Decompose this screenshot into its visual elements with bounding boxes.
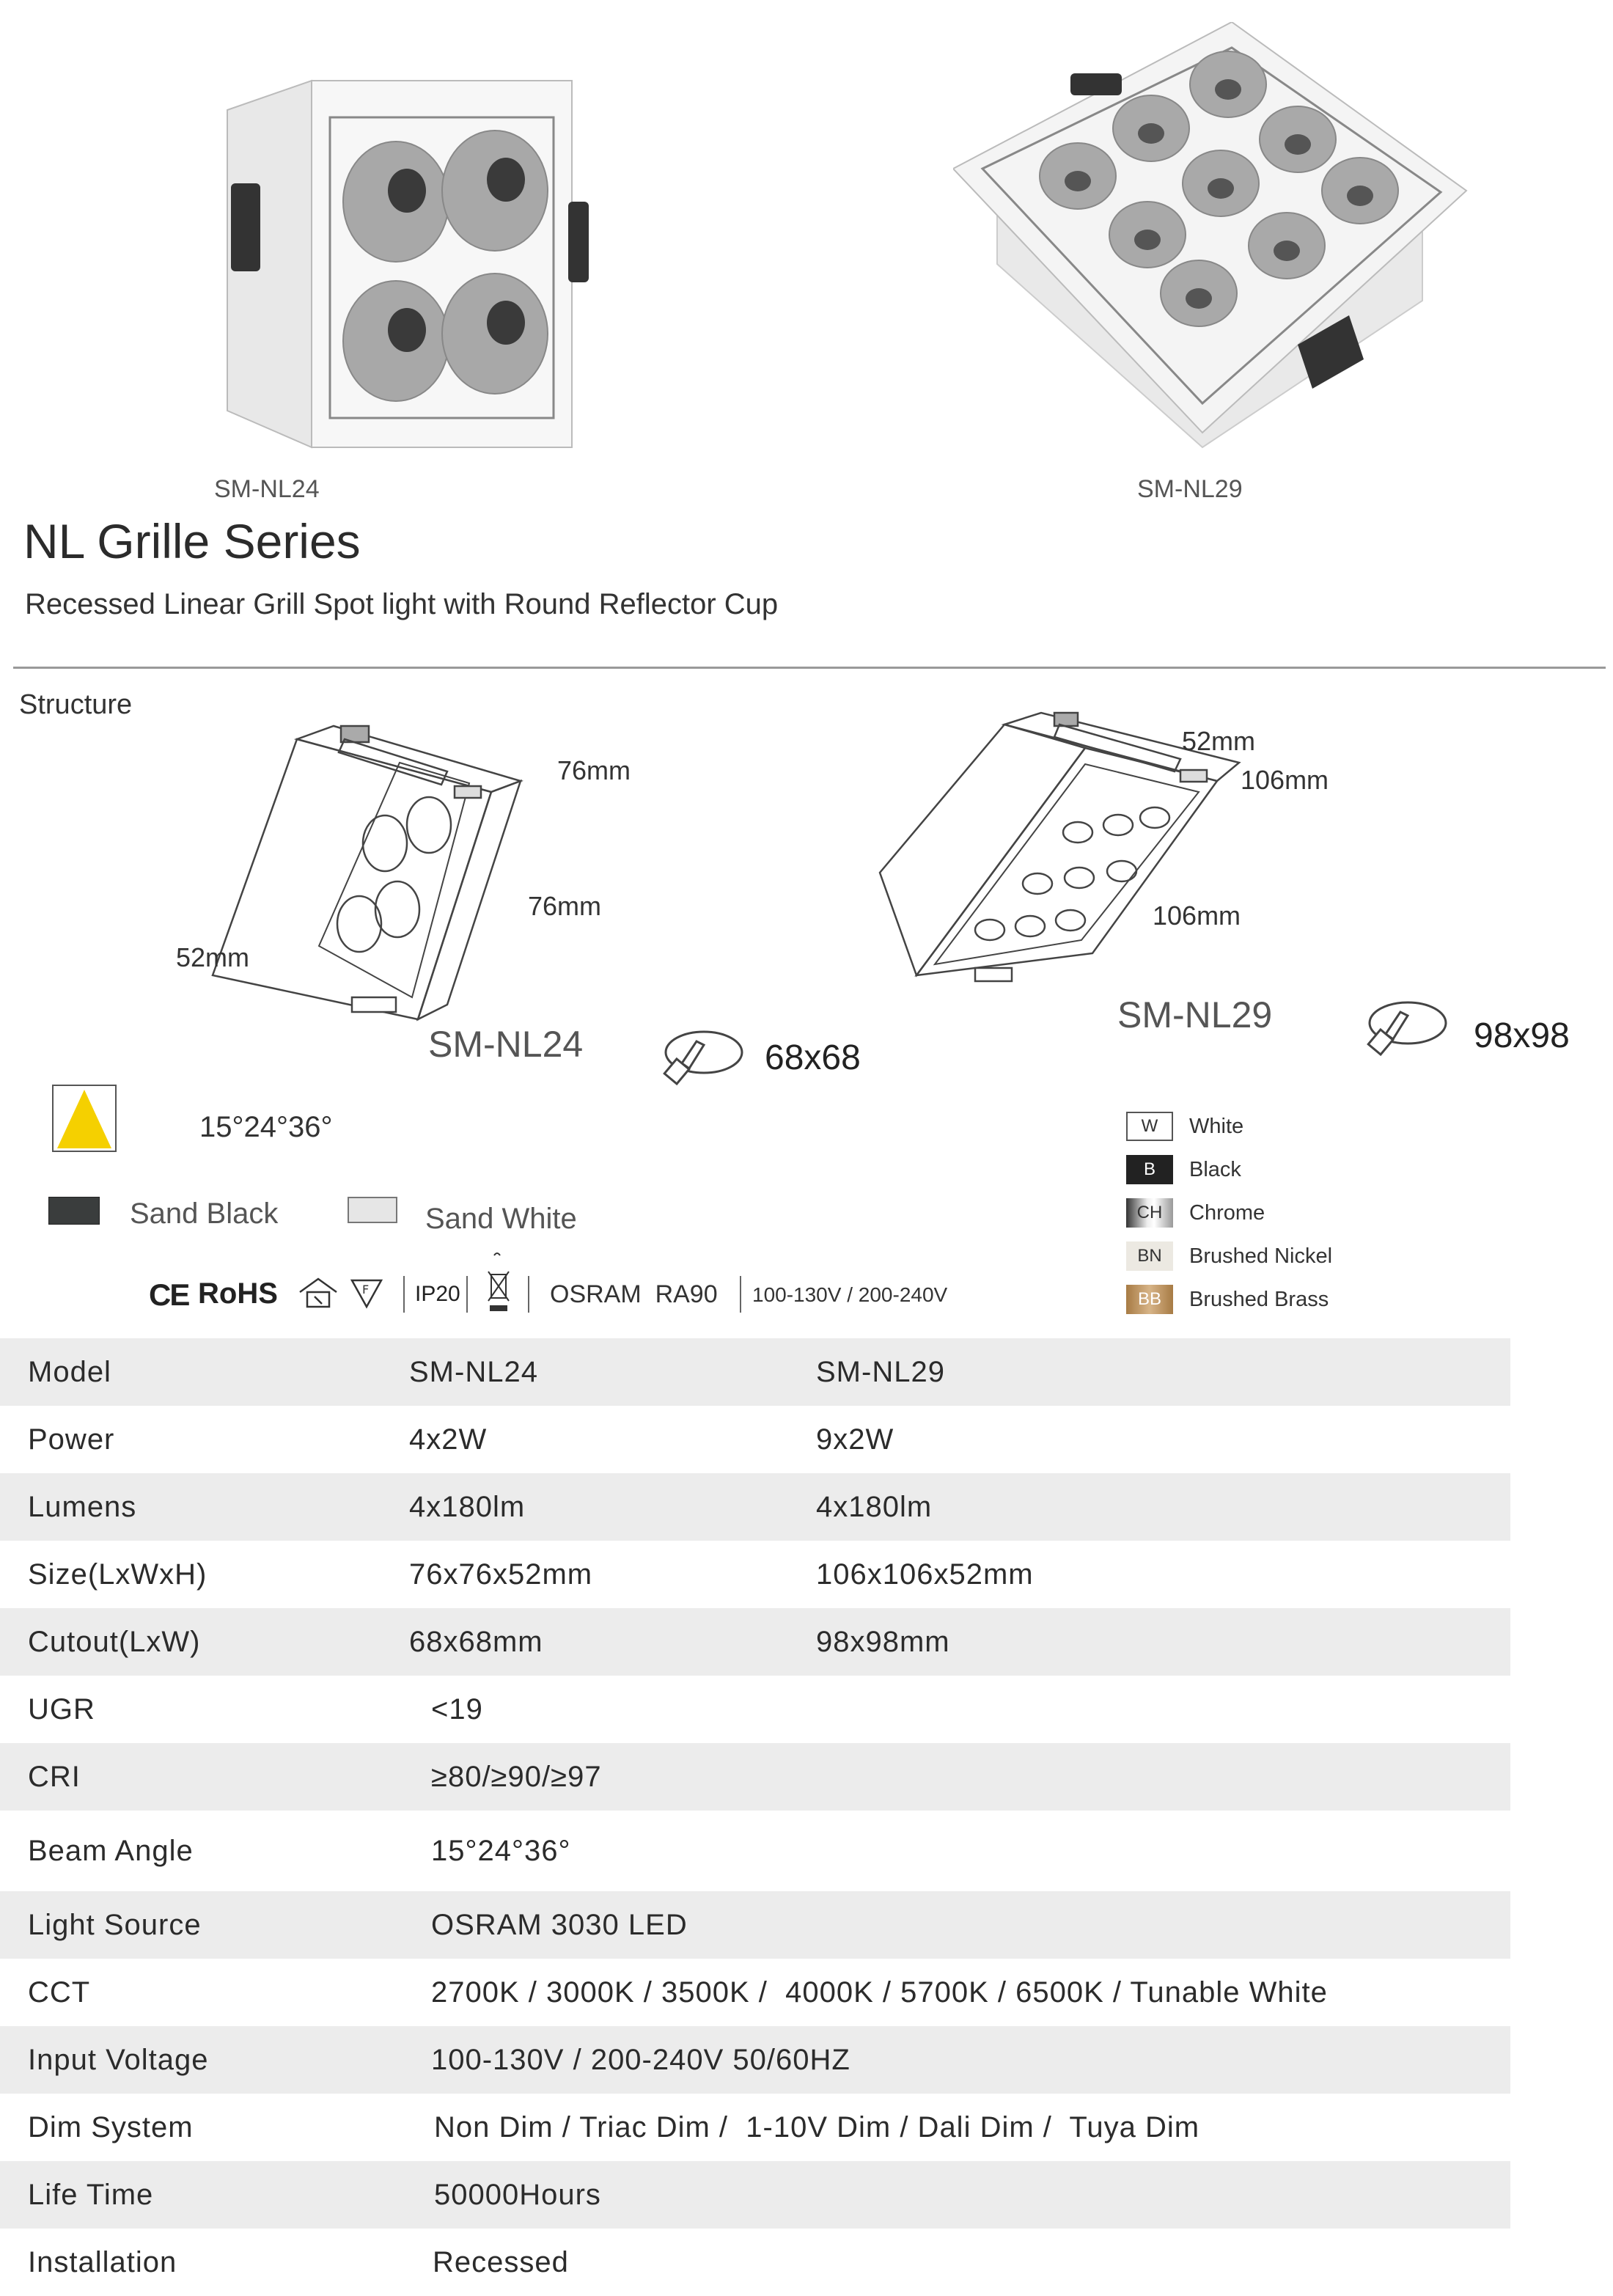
surface-mount-icon <box>297 1276 339 1311</box>
product-caption-nl29: SM-NL29 <box>1137 475 1243 503</box>
spec-label: Life Time <box>0 2161 409 2229</box>
product-photo-nl29 <box>953 22 1481 455</box>
cutout-icon-nl29 <box>1364 994 1452 1060</box>
spec-label: Model <box>0 1338 409 1406</box>
spec-value: 9x2W <box>816 1423 894 1456</box>
spec-value: 106x106x52mm <box>816 1558 1034 1591</box>
spec-label: Size(LxWxH) <box>28 1558 207 1591</box>
page-title: NL Grille Series <box>23 514 361 568</box>
spec-label: Lumens <box>0 1473 409 1541</box>
cert-separator <box>403 1276 405 1313</box>
finish-brushed-brass <box>1126 1283 1329 1316</box>
finish-label: Brushed Nickel <box>1189 1244 1333 1268</box>
spec-value: ≥80/≥90/≥97 <box>409 1743 1510 1811</box>
svg-text:F: F <box>362 1283 370 1296</box>
table-row <box>0 1338 1510 1406</box>
finish-label: Black <box>1189 1157 1241 1181</box>
finish-label: Chrome <box>1189 1200 1265 1225</box>
nl29-dim-side1: 106mm <box>1241 765 1329 795</box>
spec-label: Input Voltage <box>0 2026 409 2094</box>
table-row <box>0 2094 1510 2161</box>
product-caption-nl24: SM-NL24 <box>214 475 320 503</box>
spec-value: 98x98mm <box>816 1608 1510 1676</box>
cutout-icon-nl24 <box>660 1023 748 1089</box>
table-row <box>0 2026 1510 2094</box>
structure-drawing-nl24 <box>205 704 543 1034</box>
spec-value: 4x180lm <box>409 1473 816 1541</box>
table-row <box>0 1473 1510 1541</box>
nl29-structure-model: SM-NL29 <box>1117 994 1273 1035</box>
table-row <box>0 1541 1510 1608</box>
nl24-dim-height: 52mm <box>176 942 250 972</box>
finish-code: W <box>1126 1112 1173 1141</box>
table-row <box>0 1743 1510 1811</box>
spec-label: CRI <box>0 1743 409 1811</box>
spec-value: SM-NL29 <box>816 1338 1510 1406</box>
spec-label: Power <box>28 1423 115 1456</box>
beam-angle-text: 15°24°36° <box>199 1111 333 1143</box>
finish-white <box>1126 1110 1243 1143</box>
spec-value: Non Dim / Triac Dim / 1-10V Dim / Dali Dim / Tuya Dim <box>434 2110 1200 2143</box>
spec-value: 50000Hours <box>409 2161 1510 2229</box>
spec-value: <19 <box>431 1692 483 1725</box>
sand-white-swatch <box>348 1197 397 1223</box>
spec-value: 68x68mm <box>409 1608 816 1676</box>
table-row <box>0 2229 1510 2296</box>
spec-value: Recessed <box>433 2245 569 2278</box>
spec-label: UGR <box>28 1692 95 1725</box>
light-source-cert: OSRAM RA90 <box>550 1280 718 1308</box>
ce-mark: CE <box>149 1277 189 1312</box>
nl24-cutout: 68x68 <box>765 1038 861 1077</box>
spec-label: Installation <box>28 2245 177 2278</box>
weee-bin-icon <box>484 1250 513 1317</box>
spec-value: 2700K / 3000K / 3500K / 4000K / 5700K / 6500K / Tunable White <box>431 1976 1328 2009</box>
spec-label: Light Source <box>0 1891 409 1959</box>
nl29-dim-top: 52mm <box>1182 726 1256 756</box>
divider <box>13 667 1606 669</box>
finish-code: CH <box>1126 1198 1173 1228</box>
spec-table <box>0 1338 1510 2296</box>
table-row <box>0 1891 1510 1959</box>
nl24-dim-side: 76mm <box>528 891 602 921</box>
sand-black-label: Sand Black <box>130 1197 279 1230</box>
finish-code: BB <box>1126 1285 1173 1314</box>
table-row <box>0 1959 1510 2026</box>
product-photo-nl24 <box>213 66 594 477</box>
table-row <box>0 1406 1510 1473</box>
f-mark-icon <box>349 1277 384 1310</box>
nl29-cutout: 98x98 <box>1474 1016 1570 1055</box>
sand-white-label: Sand White <box>425 1203 577 1235</box>
table-row <box>0 1676 1510 1743</box>
spec-value: OSRAM 3030 LED <box>409 1891 1510 1959</box>
spec-value: 4x2W <box>409 1423 488 1456</box>
spec-value: SM-NL24 <box>409 1338 816 1406</box>
voltage-cert: 100-130V / 200-240V <box>752 1283 948 1306</box>
table-row <box>0 1608 1510 1676</box>
spec-label: Cutout(LxW) <box>0 1608 409 1676</box>
cert-separator <box>466 1276 468 1313</box>
table-row <box>0 2161 1510 2229</box>
spec-value: 76x76x52mm <box>409 1558 593 1591</box>
finish-code: B <box>1126 1155 1173 1184</box>
table-row <box>0 1811 1510 1891</box>
nl29-dim-side2: 106mm <box>1153 901 1241 931</box>
cert-separator <box>528 1276 529 1313</box>
spec-label: Beam Angle <box>28 1834 194 1867</box>
finish-chrome <box>1126 1197 1265 1229</box>
finish-label: Brushed Brass <box>1189 1287 1329 1311</box>
spec-value: 4x180lm <box>816 1473 1510 1541</box>
ip-rating: IP20 <box>415 1282 460 1306</box>
cert-separator <box>740 1276 741 1313</box>
sand-black-swatch <box>48 1197 100 1225</box>
beam-angle-icon <box>51 1084 117 1153</box>
spec-value: 15°24°36° <box>431 1834 571 1867</box>
spec-label: Dim System <box>28 2110 194 2143</box>
finish-brushed-nickel <box>1126 1240 1332 1272</box>
page-subtitle: Recessed Linear Grill Spot light with Round Reflector Cup <box>25 588 779 620</box>
nl24-dim-top: 76mm <box>557 755 631 785</box>
structure-label: Structure <box>19 689 133 720</box>
finish-black <box>1126 1153 1241 1186</box>
rohs-mark: RoHS <box>198 1277 278 1310</box>
finish-label: White <box>1189 1114 1244 1138</box>
spec-label: CCT <box>28 1976 91 2009</box>
finish-code: BN <box>1126 1241 1173 1271</box>
spec-value: 100-130V / 200-240V 50/60HZ <box>409 2026 1510 2094</box>
nl24-structure-model: SM-NL24 <box>428 1024 584 1065</box>
